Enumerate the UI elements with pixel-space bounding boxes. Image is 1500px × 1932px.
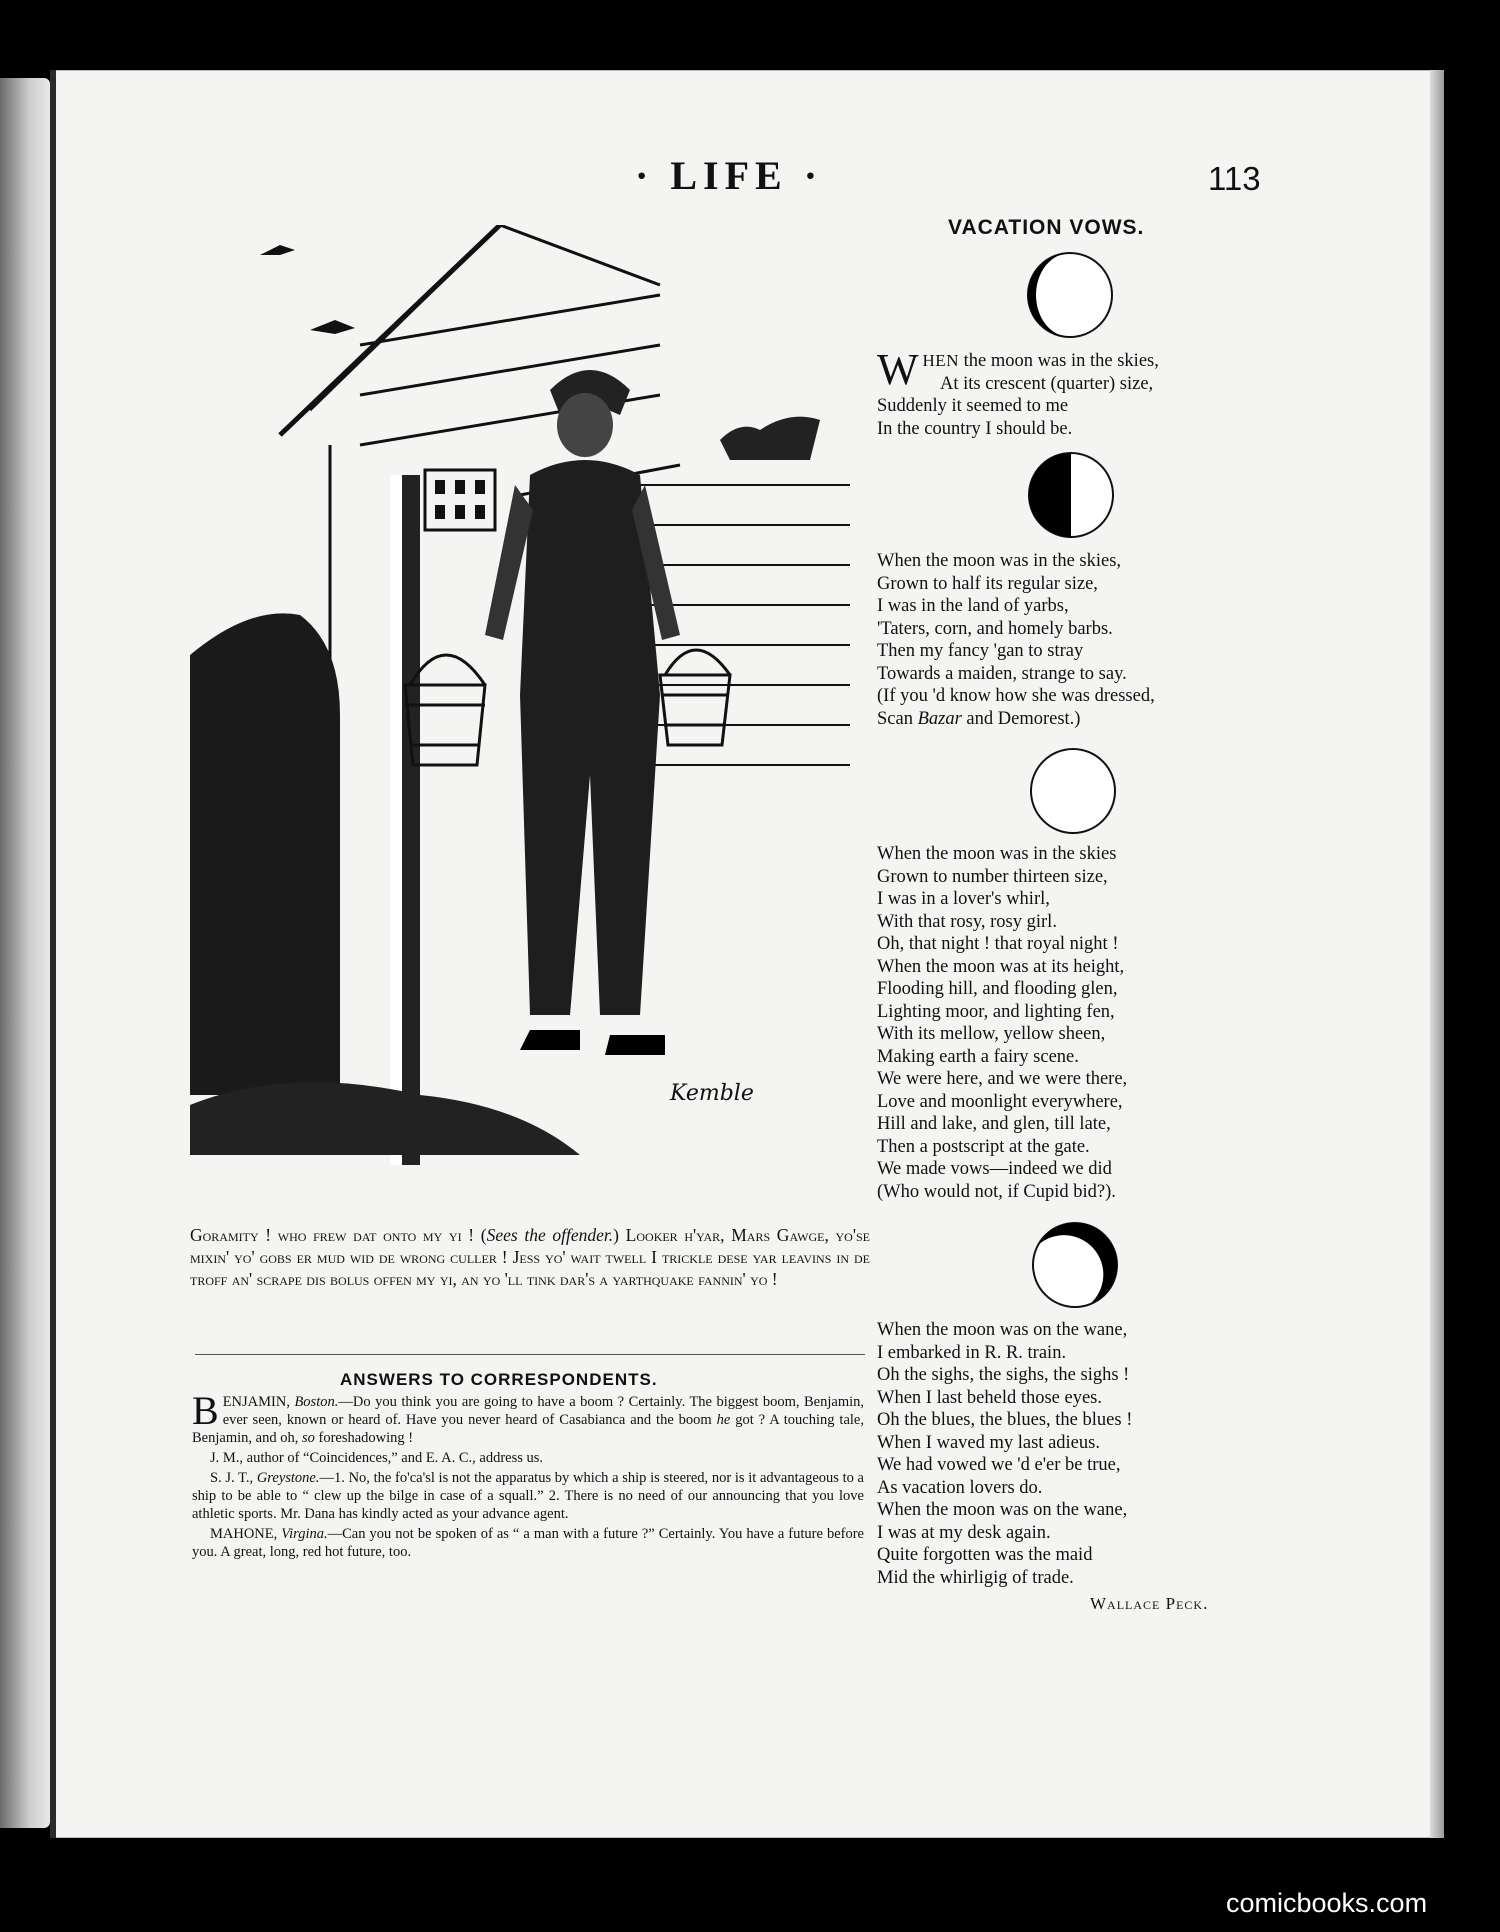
answer-benjamin: BENJAMIN, Boston.—Do you think you are going to have a boom ? Certainly. The biggest boom, Benjamin, ever seen, known or heard of. Have you never heard of Casabianca and the boom he got ? A touching tale, Benjamin, and oh, so foreshadowing ! bbox=[192, 1388, 864, 1446]
poem-title: VACATION VOWS. bbox=[948, 216, 1145, 239]
answers-title: ANSWERS TO CORRESPONDENTS. bbox=[340, 1370, 658, 1389]
answer-sjt: S. J. T., Greystone.—1. No, the fo'ca'sl is not the apparatus by which a ship is steered, nor is it advantageous to a ship to be able to “ clew up the bilge in case of a squall.” 2. There is no need of our announcing that you love athletic sports. Mr. Dana has kindly acted as your advance agent. bbox=[192, 1470, 864, 1522]
artist-signature: Kemble bbox=[670, 1081, 754, 1106]
poem-dropcap: W bbox=[877, 345, 919, 394]
answers-to-correspondents bbox=[192, 1388, 864, 1563]
full-moon-icon bbox=[1028, 746, 1118, 836]
page-gutter bbox=[50, 70, 56, 1838]
stanza-1: WHEN the moon was in the skies, At its crescent (quarter) size, Suddenly it seemed to me In the country I should be. bbox=[877, 345, 1159, 439]
stanza-4: When the moon was on the wane, I embarked in R. R. train. Oh the sighs, the sighs, the sighs ! When I last beheld those eyes. Oh the blues, the blues, the blues ! When I waved my last adieus. We had vowed we 'd e'er be true, As vacation lovers do. When the moon was on the wane, I was at my desk again. Quite forgotten was the maid Mid the whirligig of trade. bbox=[877, 1320, 1133, 1588]
birdhouse bbox=[425, 470, 495, 530]
illustration bbox=[190, 225, 860, 1200]
figure-in-shadow bbox=[190, 613, 340, 1095]
answer-jm: J. M., author of “Coincidences,” and E. A. C., address us. bbox=[210, 1450, 544, 1466]
left-page-edge bbox=[0, 78, 50, 1828]
farmer-figure bbox=[485, 370, 680, 1055]
stanza-2: When the moon was in the skies, Grown to half its regular size, I was in the land of yarbs, 'Taters, corn, and homely barbs. Then my fancy 'gan to stray Towards a maiden, strange to say. (If you 'd know how she was dressed, Scan Bazar and Demorest.) bbox=[877, 551, 1155, 729]
crescent-moon-icon bbox=[1025, 250, 1115, 340]
waning-moon-icon bbox=[1030, 1220, 1120, 1310]
pig-ears bbox=[720, 417, 820, 460]
caption-part1: Goramity ! who frew dat onto my yi ! ( bbox=[190, 1225, 487, 1245]
caption-aside: Sees the offender. bbox=[486, 1225, 614, 1245]
masthead: · LIFE · bbox=[635, 153, 824, 198]
stanza-3: When the moon was in the skies Grown to number thirteen size, I was in a lover's whirl, With that rosy, rosy girl. Oh, that night ! that royal night ! When the moon was at its height, Flooding hill, and flooding glen, Lighting moor, and lighting fen, With its mellow, yellow sheen, Making earth a fairy scene. We were here, and we were there, Love and moonlight everywhere, Hill and lake, and glen, till late, Then a postscript at the gate. We made vows—indeed we did (Who would not, if Cupid bid?). bbox=[877, 844, 1128, 1202]
watermark: comicbooks.com bbox=[1226, 1888, 1428, 1918]
answer-dropcap: B bbox=[192, 1388, 219, 1433]
right-page-edge bbox=[1430, 70, 1444, 1838]
section-rule bbox=[195, 1354, 865, 1355]
illustration-caption bbox=[190, 1224, 870, 1290]
half-moon-icon bbox=[1026, 450, 1116, 540]
birds bbox=[260, 245, 355, 334]
grass-foreground bbox=[190, 1082, 580, 1155]
answer-mahone: MAHONE, Virgina.—Can you not be spoken of as “ a man with a future ?” Certainly. You have a future before you. A great, long, red hot future, too. bbox=[192, 1526, 864, 1560]
poem-author: Wallace Peck. bbox=[1090, 1594, 1209, 1613]
caption-part2: ) Looker h'yar, Mars Gawge, yo'se mixin' yo' gobs er mud wid de wrong culler ! Jess yo' wait twell I trickle dese yar leavins in de troff an' scrape dis bolus offen my yi, an yo 'll tink dar's a yarthquake fannin' yo ! bbox=[190, 1225, 871, 1289]
page-number: 113 bbox=[1208, 160, 1261, 197]
